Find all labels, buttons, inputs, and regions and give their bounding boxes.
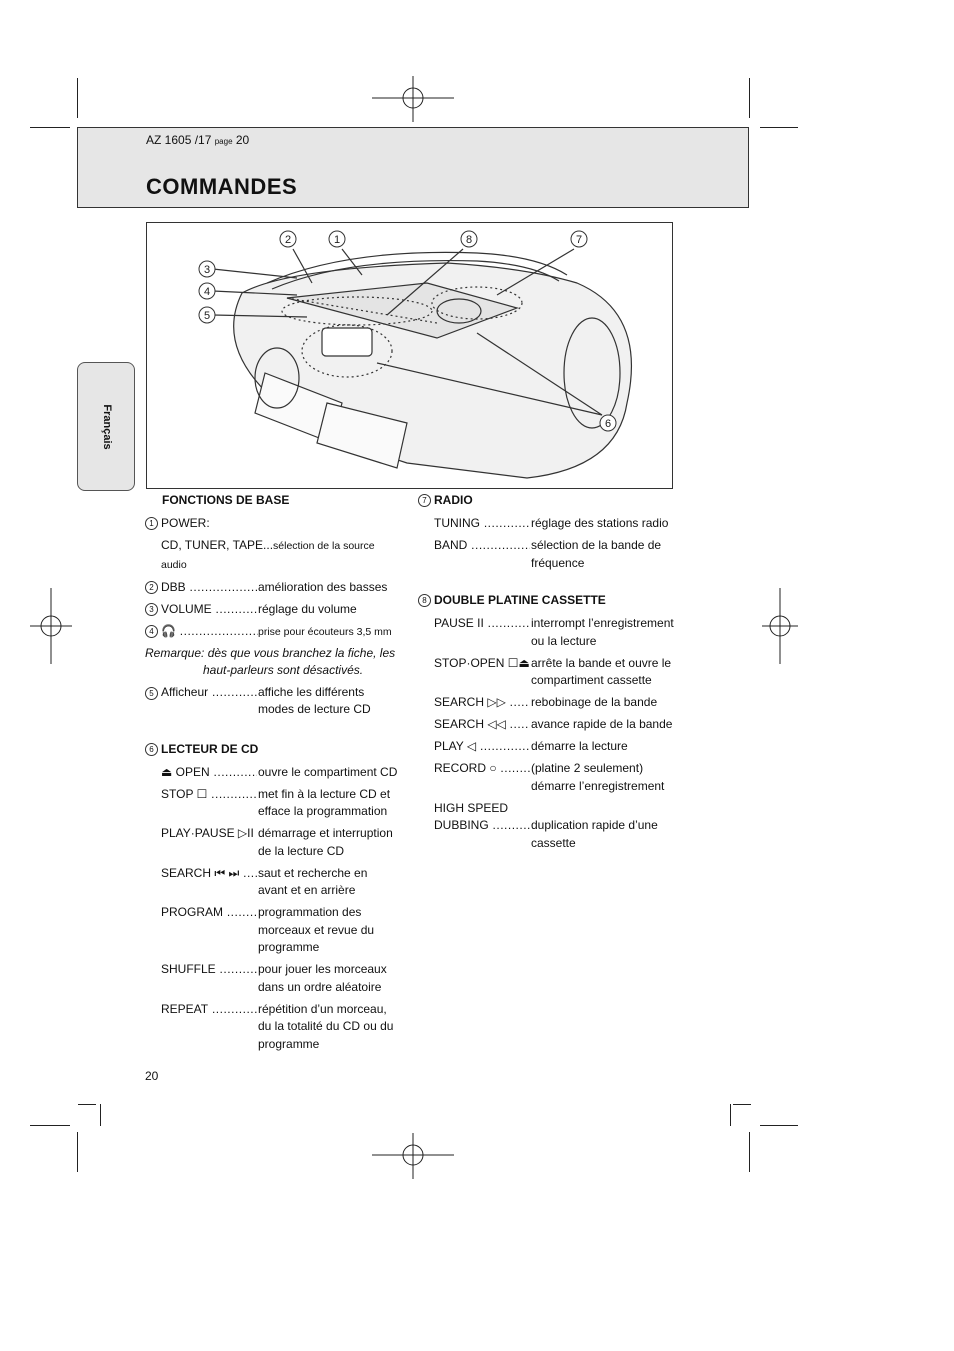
section-number: 7 — [418, 494, 431, 507]
cd-program — [161, 904, 400, 957]
note — [145, 645, 400, 680]
item-label: SEARCH ◁◁ — [434, 717, 506, 731]
registration-mark-bottom — [372, 1133, 454, 1179]
item-desc: avance rapide de la bande — [531, 717, 673, 731]
item-label: VOLUME — [161, 601, 212, 616]
callout-6 — [600, 415, 616, 431]
item-desc: sélection de la source audio — [161, 540, 375, 571]
item-desc: met fin à la lecture CD et efface la programmation — [258, 786, 391, 818]
header-band — [77, 127, 749, 208]
item-desc: pour jouer les morceaux dans un ordre aléatoire — [258, 962, 387, 994]
callout-2 — [280, 231, 296, 247]
cassette-pause — [434, 615, 676, 650]
item-desc: prise pour écouteurs 3,5 mm — [258, 625, 392, 638]
item-label: RECORD ○ — [434, 761, 497, 775]
item-number: 2 — [145, 581, 158, 594]
section-radio — [418, 492, 676, 510]
cassette-high-speed — [434, 800, 676, 818]
svg-text:2: 2 — [284, 234, 292, 246]
page-title: COMMANDES — [146, 174, 298, 199]
cd-stop — [161, 786, 400, 821]
section-number: 6 — [145, 743, 158, 756]
item-label: CD, TUNER, TAPE — [161, 538, 264, 552]
item-desc: réglage des stations radio — [531, 516, 669, 530]
item-desc: réglage du volume — [258, 601, 357, 616]
item-desc: amélioration des basses — [258, 579, 388, 594]
item-label: REPEAT — [161, 1001, 209, 1016]
page-ref: 20 — [235, 133, 250, 147]
item-number: 3 — [145, 603, 158, 616]
item-label: ⏏ OPEN — [161, 764, 210, 779]
svg-text:8: 8 — [465, 234, 473, 246]
svg-text:4: 4 — [203, 286, 211, 298]
callout-5 — [199, 307, 215, 323]
item-desc: rebobinage de la bande — [531, 695, 658, 709]
item-dbb — [145, 579, 400, 597]
cassette-stop-open — [434, 655, 676, 690]
cd-play-pause — [161, 825, 400, 860]
item-display — [145, 684, 400, 719]
radio-list — [418, 515, 676, 572]
product-illustration — [146, 222, 673, 489]
note-line: haut-parleurs sont désactivés. — [203, 663, 364, 677]
cassette-play — [434, 738, 676, 756]
item-label: POWER: — [161, 516, 210, 530]
section-title: FONCTIONS DE BASE — [162, 493, 290, 507]
section-cassette — [418, 592, 676, 610]
model-reference — [146, 133, 249, 147]
item-label: Afficheur — [161, 684, 209, 699]
item-label: PLAY·PAUSE ▷II — [161, 826, 254, 840]
item-label: DBB — [161, 579, 186, 594]
callout-8 — [461, 231, 477, 247]
right-column — [418, 492, 676, 857]
item-desc: affiche les différents modes de lecture CD — [258, 684, 371, 716]
item-headphones — [145, 623, 400, 641]
item-desc: sélection de la bande de fréquence — [531, 538, 662, 570]
cassette-record — [434, 760, 676, 795]
headphones-icon: 🎧 — [161, 623, 176, 638]
svg-text:7: 7 — [575, 234, 583, 246]
radio-band — [434, 537, 676, 572]
item-sources: CD, TUNER, TAPE...sélection de la source audio — [161, 538, 375, 571]
item-label: DUBBING — [434, 818, 489, 832]
item-number: 5 — [145, 687, 158, 700]
item-desc: arrête la bande et ouvre le compartiment cassette — [531, 655, 672, 687]
radio-tuning — [434, 515, 676, 533]
cassette-list — [418, 615, 676, 852]
language-label: Français — [101, 404, 113, 450]
svg-text:3: 3 — [203, 264, 211, 276]
item-label: BAND — [434, 538, 468, 552]
cassette-dubbing — [434, 817, 676, 852]
item-desc: ouvre le compartiment CD — [258, 764, 398, 779]
callout-1 — [329, 231, 345, 247]
callout-7 — [571, 231, 587, 247]
callout-3 — [199, 261, 215, 277]
cd-repeat — [161, 1001, 400, 1054]
item-desc: saut et recherche en avant et en arrière — [258, 865, 368, 897]
item-label: PROGRAM — [161, 905, 224, 919]
section-number: 8 — [418, 594, 431, 607]
item-number: 4 — [145, 625, 158, 638]
item-label: HIGH SPEED — [434, 800, 509, 815]
item-desc: programmation des morceaux et revue du programme — [258, 905, 375, 954]
item-label: STOP ☐ — [161, 786, 208, 801]
item-label: SHUFFLE — [161, 962, 216, 976]
item-label: SEARCH ⏮ ⏭ — [161, 865, 240, 880]
item-desc: répétition d’un morceau, du la totalité du CD ou du programme — [258, 1001, 394, 1051]
model-number: AZ 1605 /17 — [146, 133, 212, 147]
svg-text:5: 5 — [203, 310, 211, 322]
item-volume — [145, 601, 400, 619]
item-number: 1 — [145, 517, 158, 530]
cd-search — [161, 865, 400, 900]
section-cd-player — [145, 741, 400, 759]
cassette-search-forward — [434, 716, 676, 734]
section-title: LECTEUR DE CD — [161, 741, 259, 756]
cd-open — [161, 764, 400, 782]
left-column — [145, 492, 400, 1058]
item-power — [145, 515, 400, 533]
language-tab — [77, 362, 135, 491]
item-label: PAUSE II — [434, 616, 484, 630]
item-label: TUNING — [434, 516, 480, 530]
cd-shuffle — [161, 961, 400, 996]
section-basic-functions — [145, 492, 400, 510]
registration-mark-right — [762, 588, 798, 664]
section-title: RADIO — [434, 493, 473, 507]
item-label: SEARCH ▷▷ — [434, 695, 506, 709]
item-desc: interrompt l’enregistrement ou la lecture — [531, 616, 674, 648]
callout-4 — [199, 283, 215, 299]
item-desc: démarrage et interruption de la lecture CD — [258, 826, 393, 858]
registration-mark-top — [372, 76, 454, 122]
svg-text:1: 1 — [333, 234, 341, 246]
item-desc: (platine 2 seulement) démarre l’enregistrement — [531, 761, 665, 793]
registration-mark-left — [30, 588, 72, 664]
svg-text:6: 6 — [604, 418, 612, 430]
section-title: DOUBLE PLATINE CASSETTE — [434, 593, 606, 607]
page-word: page — [214, 137, 233, 146]
item-desc: duplication rapide d’une cassette — [531, 818, 658, 850]
boombox-drawing — [147, 223, 672, 488]
item-label: STOP·OPEN ☐⏏ — [434, 655, 530, 670]
page-number: 20 — [145, 1069, 159, 1083]
cd-list — [145, 764, 400, 1054]
note-line: Remarque: dès que vous branchez la fiche, les — [145, 645, 396, 660]
item-desc: démarre la lecture — [531, 739, 628, 753]
item-label: PLAY ◁ — [434, 739, 477, 753]
cassette-search-rewind — [434, 694, 676, 712]
